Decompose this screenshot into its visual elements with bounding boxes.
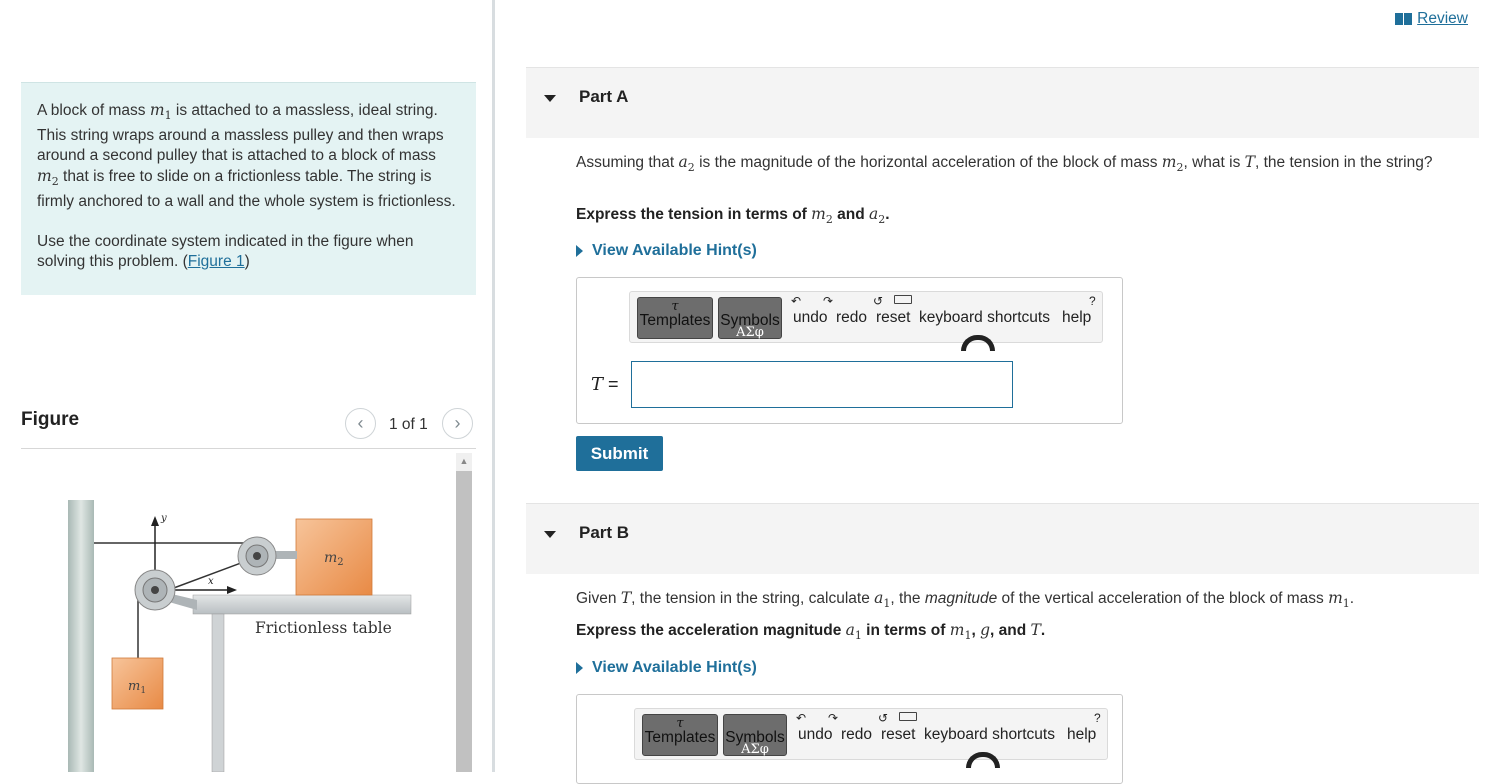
reset-icon: ↺ (873, 294, 884, 308)
figure-scrollbar[interactable] (456, 453, 472, 772)
part-b-hint-toggle[interactable] (576, 659, 757, 677)
part-a-question: Assuming that $a_2$ is the magnitude of the horizontal acceleration of the block of mass $m_2$, what is T, the tension in the string? (576, 153, 1433, 175)
chevron-right-icon: › (454, 413, 461, 433)
keyboard-decoration (961, 335, 995, 351)
problem-paragraph-1 (37, 100, 460, 212)
part-a-header[interactable] (526, 67, 1479, 138)
keyboard-shortcuts-button[interactable]: keyboard shortcuts (924, 726, 1055, 743)
pulley-diagram (21, 450, 451, 772)
problem-text: Use the coordinate system indicated in the figure when solving this problem. ( (37, 233, 414, 271)
answer-input[interactable] (631, 361, 1013, 408)
answer-label: T = (591, 374, 619, 395)
part-b-instruction: Express the acceleration magnitude $a_1$ in terms of $m_1$, g, and T. (576, 621, 1046, 643)
keyboard-shortcuts-button[interactable]: keyboard shortcuts (919, 309, 1050, 326)
submit-button[interactable]: Submit (576, 436, 663, 471)
table-leg (212, 614, 224, 772)
part-a-title: Part A (579, 87, 629, 106)
redo-button[interactable]: redo (841, 726, 873, 743)
keyboard-icon (894, 295, 912, 304)
right-pane (495, 0, 1512, 772)
figure-counter: 1 of 1 (389, 416, 428, 433)
help-button[interactable]: help (1067, 726, 1097, 743)
y-axis-arrow (151, 516, 159, 526)
undo-button[interactable]: undo (798, 726, 833, 743)
figure-next-button[interactable] (442, 408, 473, 439)
chevron-left-icon: ‹ (357, 413, 364, 433)
table-label: Frictionless table (255, 619, 392, 637)
caret-right-icon (576, 245, 583, 257)
part-b-header[interactable] (526, 503, 1479, 574)
caret-right-icon (576, 662, 583, 674)
reset-button[interactable]: reset (881, 726, 916, 743)
pulley-moving-axle (253, 552, 261, 560)
x-axis-arrow (227, 586, 237, 594)
caret-down-icon (544, 95, 556, 102)
problem-paragraph-2 (37, 232, 460, 272)
reset-icon: ↺ (878, 711, 889, 725)
redo-button[interactable]: redo (836, 309, 868, 326)
hint-label: View Available Hint(s) (592, 242, 757, 259)
y-axis-label: y (161, 513, 167, 524)
reset-button[interactable]: reset (876, 309, 911, 326)
undo-icon: ↶ (791, 294, 802, 308)
var-T: T (1244, 153, 1255, 171)
part-b-title: Part B (579, 523, 630, 542)
review-link[interactable] (1395, 10, 1468, 28)
templates-button[interactable]: τ Templates (642, 714, 718, 756)
figure-header (21, 405, 476, 449)
figure-title: Figure (21, 409, 80, 430)
var-m2: $m_2$ (1161, 153, 1184, 175)
figure-prev-button[interactable] (345, 408, 376, 439)
caret-down-icon (544, 531, 556, 538)
block-m1-label: $m_1$ (128, 679, 147, 696)
part-b-question: Given T, the tension in the string, calculate $a_1$, the magnitude of the vertical acceleration of the block of mass $m_1$. (576, 589, 1355, 611)
undo-button[interactable]: undo (793, 309, 828, 326)
templates-button[interactable]: τ Templates (637, 297, 713, 339)
hint-label: View Available Hint(s) (592, 659, 757, 676)
pulley-fixed-axle (151, 586, 159, 594)
wall (68, 500, 94, 772)
scrollbar-thumb[interactable] (456, 471, 472, 772)
part-a-answer-box (576, 277, 1123, 424)
symbols-button[interactable]: Symbols ΑΣφ (723, 714, 787, 756)
figure-link[interactable]: Figure 1 (187, 253, 245, 271)
part-a-instruction: Express the tension in terms of $m_2$ and $a_2$. (576, 205, 890, 227)
symbols-button[interactable]: Symbols ΑΣφ (718, 297, 782, 339)
figure-image (21, 450, 476, 772)
problem-text: ) (244, 253, 250, 271)
left-pane (0, 0, 492, 772)
problem-text: A block of mass (37, 102, 150, 119)
review-label: Review (1417, 10, 1468, 27)
block-m2-label: $m_2$ (324, 550, 344, 568)
var-m2: $m_2$ (37, 167, 59, 189)
redo-icon: ↷ (823, 294, 834, 308)
var-a2: $a_2$ (678, 153, 695, 175)
x-axis-label: x (208, 576, 214, 587)
part-a-hint-toggle[interactable] (576, 242, 757, 260)
math-toolbar (629, 291, 1103, 343)
table-top (193, 595, 411, 614)
help-button[interactable]: help (1062, 309, 1092, 326)
help-icon: ? (1094, 711, 1101, 725)
problem-text: that is free to slide on a frictionless table. The string is firmly anchored to a wall and the whole system is frictionless. (37, 168, 456, 211)
problem-text: is attached to a massless, ideal string. This string wraps around a massless pulley and then wraps around a second pulley that is attached to a block of mass (37, 102, 444, 165)
help-icon: ? (1089, 294, 1096, 308)
problem-statement (21, 82, 476, 295)
keyboard-decoration (966, 752, 1000, 768)
keyboard-icon (899, 712, 917, 721)
undo-icon: ↶ (796, 711, 807, 725)
part-b-answer-box (576, 694, 1123, 784)
redo-icon: ↷ (828, 711, 839, 725)
book-icon (1395, 13, 1412, 25)
var-m1: $m_1$ (149, 101, 172, 123)
math-toolbar (634, 708, 1108, 760)
scroll-up-arrow[interactable]: ▲ (459, 456, 469, 466)
